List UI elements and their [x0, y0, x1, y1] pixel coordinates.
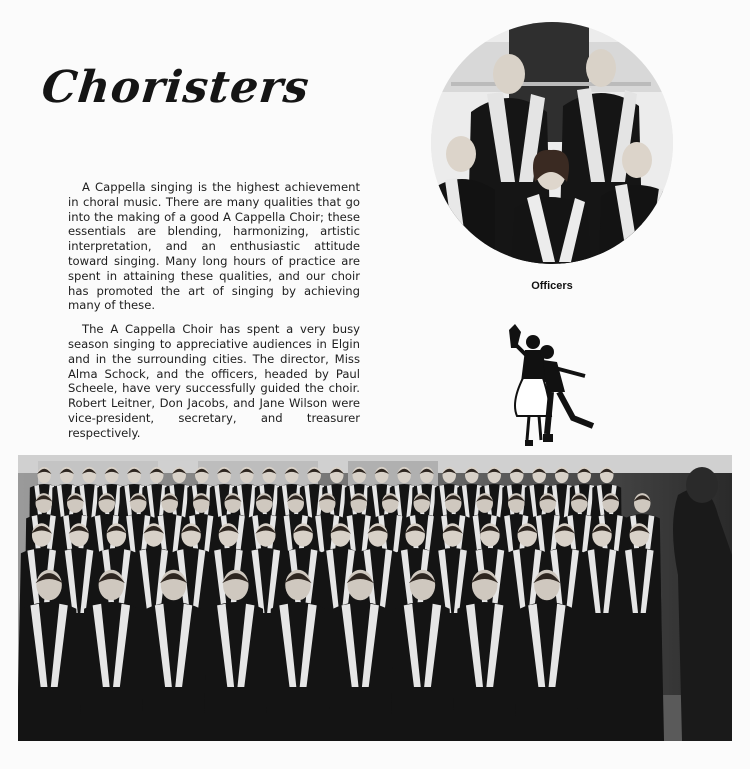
- officers-photo: [431, 22, 673, 264]
- choir-photo: [18, 455, 732, 741]
- dancing-couple-illustration: [503, 322, 603, 450]
- paragraph-1: A Cappella singing is the highest achievement in choral music. There are many qualities that go into the making of a good A Cappella Choir; these essentials are blending, harmonizing, artistic interpretation, and an enthusiastic attitude toward singing. Many long hours of practice are spent in attaining these qualities, and our choir has promoted the art of singing by achieving many of these.: [68, 180, 360, 313]
- article-body: [68, 180, 360, 450]
- officers-caption: Officers: [531, 280, 573, 292]
- paragraph-2: The A Cappella Choir has spent a very busy season singing to appreciative audiences in Elgin and in the surrounding cities. The director, Miss Alma Schock, and the officers, headed by Paul Scheele, have very successfully guided the choir. Robert Leitner, Don Jacobs, and Jane Wilson were vice-president, secretary, and treasurer respectively.: [68, 322, 360, 440]
- page-title: Choristers: [39, 62, 312, 113]
